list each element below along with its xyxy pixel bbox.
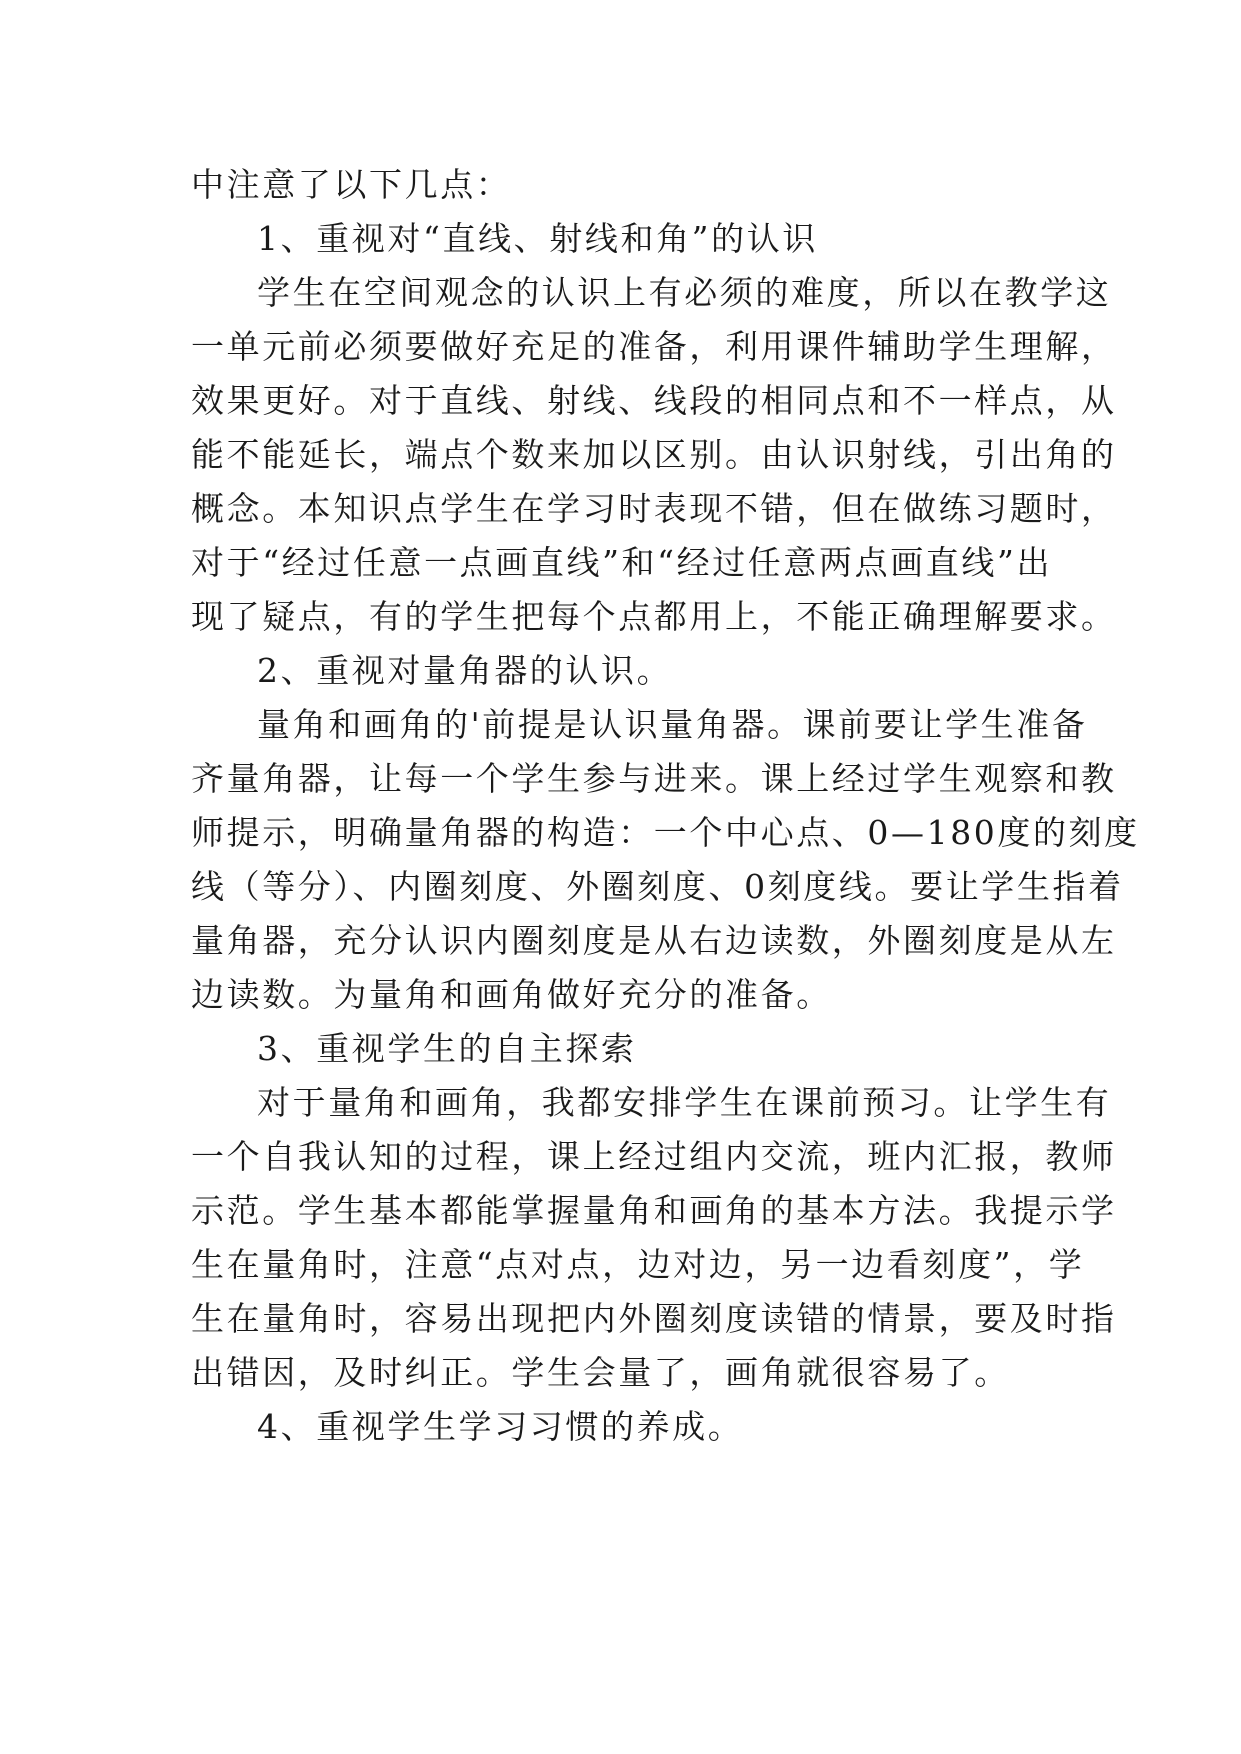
text-line: 一单元前必须要做好充足的准备，利用课件辅助学生理解， (191, 327, 1117, 366)
text-line: 效果更好。对于直线、射线、线段的相同点和不一样点，从 (191, 381, 1117, 420)
text-line: 学生在空间观念的认识上有必须的难度，所以在教学这 (257, 273, 1112, 312)
text-line: 示范。学生基本都能掌握量角和画角的基本方法。我提示学 (191, 1191, 1117, 1230)
text-line: 线（等分）、内圈刻度、外圈刻度、0刻度线。要让学生指着 (191, 867, 1124, 906)
section-heading: 1、重视对“直线、射线和角”的认识 (257, 219, 818, 258)
text-line: 对于量角和画角，我都安排学生在课前预习。让学生有 (257, 1083, 1112, 1122)
text-line: 出错因，及时纠正。学生会量了，画角就很容易了。 (191, 1353, 1010, 1392)
text-line: 现了疑点，有的学生把每个点都用上，不能正确理解要求。 (191, 597, 1117, 636)
text-line: 一个自我认知的过程，课上经过组内交流，班内汇报，教师 (191, 1137, 1117, 1176)
text-line: 中注意了以下几点： (191, 165, 512, 204)
text-line: 边读数。为量角和画角做好充分的准备。 (191, 975, 832, 1014)
text-line: 量角和画角的'前提是认识量角器。课前要让学生准备 (257, 705, 1088, 744)
section-heading: 4、重视学生学习习惯的养成。 (257, 1407, 744, 1446)
section-heading: 2、重视对量角器的认识。 (257, 651, 673, 690)
text-line: 齐量角器，让每一个学生参与进来。课上经过学生观察和教 (191, 759, 1117, 798)
section-heading: 3、重视学生的自主探索 (257, 1029, 637, 1068)
text-line: 师提示，明确量角器的构造：一个中心点、0—180度的刻度 (191, 813, 1140, 852)
text-line: 生在量角时，注意“点对点，边对边，另一边看刻度”，学 (191, 1245, 1085, 1284)
text-line: 对于“经过任意一点画直线”和“经过任意两点画直线”出 (191, 543, 1053, 582)
text-line: 生在量角时，容易出现把内外圈刻度读错的情景，要及时指 (191, 1299, 1117, 1338)
text-line: 概念。本知识点学生在学习时表现不错，但在做练习题时， (191, 489, 1117, 528)
text-line: 能不能延长，端点个数来加以区别。由认识射线，引出角的 (191, 435, 1117, 474)
text-line: 量角器，充分认识内圈刻度是从右边读数，外圈刻度是从左 (191, 921, 1117, 960)
